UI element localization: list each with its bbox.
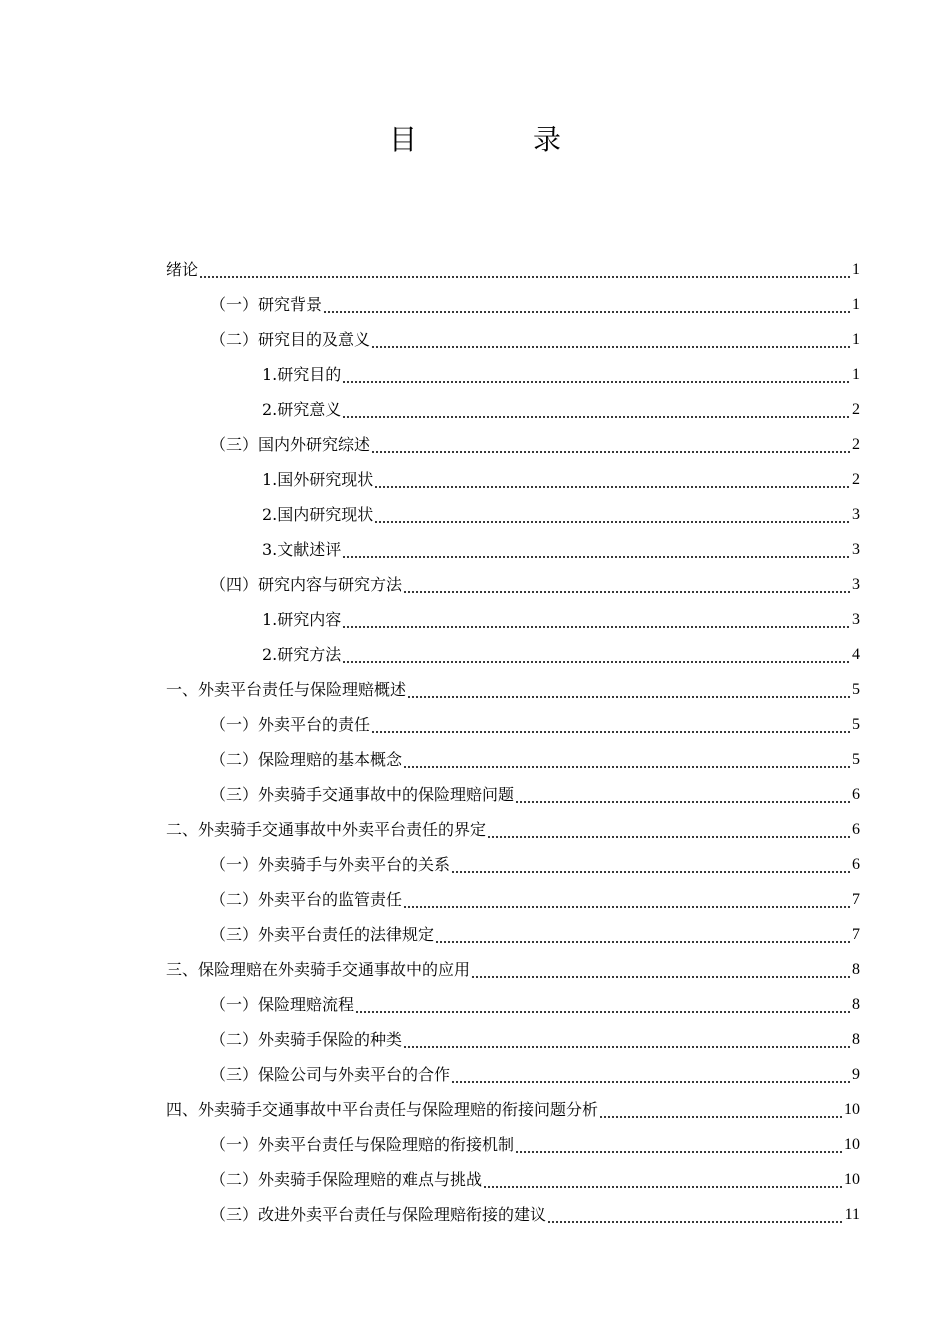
toc-dot-leader [199, 261, 851, 281]
toc-page-number: 10 [844, 1170, 860, 1188]
toc-dot-leader [451, 1066, 851, 1086]
toc-page-number: 11 [844, 1205, 860, 1223]
toc-entry-label: 四、外卖骑手交通事故中平台责任与保险理赔的衔接问题分析 [166, 1099, 599, 1119]
toc-entry-label: （二）保险理赔的基本概念 [210, 749, 403, 769]
toc-entry-label: （二）外卖骑手保险的种类 [210, 1029, 403, 1049]
toc-dot-leader [471, 961, 851, 981]
toc-page-number: 2 [852, 400, 860, 418]
toc-entry[interactable] [166, 602, 860, 637]
toc-dot-leader [355, 996, 851, 1016]
toc-entry[interactable] [166, 987, 860, 1022]
toc-dot-leader [342, 646, 851, 666]
toc-dot-leader [403, 576, 851, 596]
toc-page-number: 9 [852, 1065, 860, 1083]
toc-entry-label: 绪论 [166, 259, 199, 279]
toc-entry-label: 二、外卖骑手交通事故中外卖平台责任的界定 [166, 819, 487, 839]
toc-entry[interactable] [166, 637, 860, 672]
toc-dot-leader [599, 1101, 843, 1121]
toc-entry-label: 1.国外研究现状 [262, 469, 374, 489]
toc-entry-label: （二）外卖骑手保险理赔的难点与挑战 [210, 1169, 483, 1189]
toc-page-number: 1 [852, 295, 860, 313]
toc-entry-label: （二）研究目的及意义 [210, 329, 371, 349]
toc-entry-label: 2.研究意义 [262, 399, 342, 419]
toc-page-number: 10 [844, 1100, 860, 1118]
toc-dot-leader [371, 716, 851, 736]
toc-entry-label: （三）国内外研究综述 [210, 434, 371, 454]
toc-entry[interactable] [166, 847, 860, 882]
page-title: 目 录 [388, 123, 605, 156]
toc-dot-leader [342, 611, 851, 631]
toc-dot-leader [451, 856, 851, 876]
toc-page-number: 7 [852, 925, 860, 943]
toc-page-number: 4 [852, 645, 860, 663]
toc-dot-leader [371, 436, 851, 456]
toc-entry[interactable] [166, 882, 860, 917]
toc-entry[interactable] [166, 952, 860, 987]
toc-dot-leader [374, 471, 851, 491]
toc-dot-leader [342, 541, 851, 561]
toc-entry[interactable] [166, 357, 860, 392]
toc-dot-leader [371, 331, 851, 351]
toc-page-number: 7 [852, 890, 860, 908]
toc-entry[interactable] [166, 287, 860, 322]
toc-page-number: 1 [852, 260, 860, 278]
toc-entry[interactable] [166, 1022, 860, 1057]
toc-entry-label: 2.国内研究现状 [262, 504, 374, 524]
toc-page-number: 6 [852, 820, 860, 838]
toc-page-number: 6 [852, 855, 860, 873]
toc-entry-label: （三）改进外卖平台责任与保险理赔衔接的建议 [210, 1204, 547, 1224]
toc-page-number: 1 [852, 365, 860, 383]
toc-dot-leader [547, 1206, 844, 1226]
toc-page-number: 1 [852, 330, 860, 348]
toc-entry-label: （一）外卖平台的责任 [210, 714, 371, 734]
toc-entry-label: （一）研究背景 [210, 294, 323, 314]
toc-entry[interactable] [166, 392, 860, 427]
toc-dot-leader [435, 926, 851, 946]
toc-entry[interactable] [166, 917, 860, 952]
toc-page-number: 5 [852, 750, 860, 768]
toc-entry-label: （二）外卖平台的监管责任 [210, 889, 403, 909]
toc-entry-label: （一）外卖平台责任与保险理赔的衔接机制 [210, 1134, 515, 1154]
toc-dot-leader [323, 296, 851, 316]
toc-page-number: 3 [852, 540, 860, 558]
toc-page-number: 8 [852, 1030, 860, 1048]
toc-entry-label: 1.研究内容 [262, 609, 342, 629]
toc-entry[interactable] [166, 462, 860, 497]
toc-entry[interactable] [166, 707, 860, 742]
toc-entry-label: 一、外卖平台责任与保险理赔概述 [166, 679, 407, 699]
toc-entry[interactable] [166, 427, 860, 462]
toc-dot-leader [487, 821, 851, 841]
toc-entry-label: 3.文献述评 [262, 539, 342, 559]
toc-entry-label: 三、保险理赔在外卖骑手交通事故中的应用 [166, 959, 471, 979]
toc-page-number: 10 [844, 1135, 860, 1153]
toc-page-number: 3 [852, 575, 860, 593]
toc-entry-label: （四）研究内容与研究方法 [210, 574, 403, 594]
toc-dot-leader [483, 1171, 843, 1191]
toc-page-number: 5 [852, 680, 860, 698]
toc-entry[interactable] [166, 567, 860, 602]
toc-dot-leader [374, 506, 851, 526]
toc-entry[interactable] [166, 777, 860, 812]
toc-entry-label: 1.研究目的 [262, 364, 342, 384]
toc-entry[interactable] [166, 1092, 860, 1127]
toc-page-number: 6 [852, 785, 860, 803]
toc-page-number: 8 [852, 960, 860, 978]
toc-entry[interactable] [166, 672, 860, 707]
toc-dot-leader [403, 751, 851, 771]
toc-entry-label: 2.研究方法 [262, 644, 342, 664]
toc-page-number: 5 [852, 715, 860, 733]
toc-entry[interactable] [166, 497, 860, 532]
toc-page-number: 3 [852, 505, 860, 523]
toc-entry-label: （三）保险公司与外卖平台的合作 [210, 1064, 451, 1084]
toc-dot-leader [403, 1031, 851, 1051]
toc-entry[interactable] [166, 1057, 860, 1092]
toc-page-number: 8 [852, 995, 860, 1013]
toc-page-number: 2 [852, 470, 860, 488]
toc-entry[interactable] [166, 252, 860, 287]
toc-entry[interactable] [166, 1162, 860, 1197]
toc-dot-leader [342, 366, 851, 386]
toc-dot-leader [342, 401, 851, 421]
toc-entry[interactable] [166, 532, 860, 567]
toc-page-number: 3 [852, 610, 860, 628]
toc-entry[interactable] [166, 812, 860, 847]
toc-dot-leader [515, 786, 851, 806]
toc-entry-label: （三）外卖骑手交通事故中的保险理赔问题 [210, 784, 515, 804]
toc-entry-label: （三）外卖平台责任的法律规定 [210, 924, 435, 944]
toc-dot-leader [515, 1136, 843, 1156]
toc-entry[interactable] [166, 1127, 860, 1162]
toc-page-number: 2 [852, 435, 860, 453]
toc-entry-label: （一）保险理赔流程 [210, 994, 355, 1014]
toc-entry[interactable] [166, 322, 860, 357]
toc-entry[interactable] [166, 742, 860, 777]
table-of-contents [166, 252, 860, 1232]
toc-entry[interactable] [166, 1197, 860, 1232]
toc-dot-leader [407, 681, 851, 701]
toc-entry-label: （一）外卖骑手与外卖平台的关系 [210, 854, 451, 874]
toc-dot-leader [403, 891, 851, 911]
